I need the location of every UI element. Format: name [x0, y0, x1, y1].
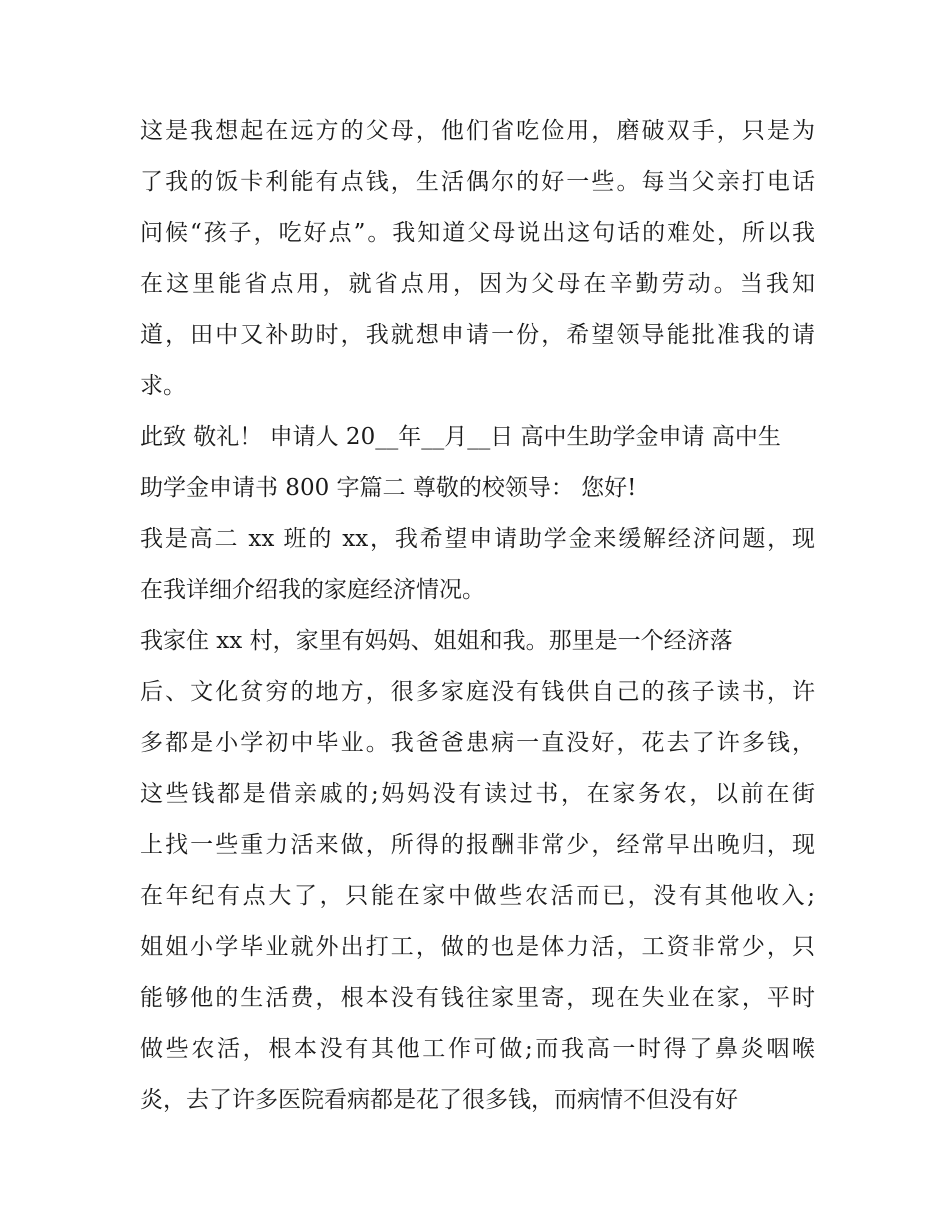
text-line: 后、文化贫穷的地方，很多家庭没有钱供自己的孩子读书，许 [140, 679, 815, 705]
text-line: 多都是小学初中毕业。我爸爸患病一直没好，花去了许多钱， [140, 730, 815, 756]
text-line: 姐姐小学毕业就外出打工，做的也是体力活，工资非常少，只 [140, 934, 815, 960]
text-line: 炎，去了许多医院看病都是花了很多钱，而病情不但没有好 [140, 1087, 738, 1113]
text-line: 道，田中又补助时，我就想申请一份，希望领导能批准我的请 [140, 322, 815, 348]
text-line: 在我详细介绍我的家庭经济情况。 [140, 577, 485, 603]
text-line: 做些农活，根本没有其他工作可做;而我高一时得了鼻炎咽喉 [140, 1036, 815, 1062]
text-line: 这是我想起在远方的父母，他们省吃俭用，磨破双手，只是为 [140, 118, 815, 144]
text-line: 我是高二 xx 班的 xx，我希望申请助学金来缓解经济问题，现 [140, 526, 815, 552]
text-line: 在这里能省点用，就省点用，因为父母在辛勤劳动。当我知 [140, 271, 815, 297]
text-line: 此致 敬礼！ 申请人 20__年__月__日 高中生助学金申请 高中生 [140, 424, 781, 450]
text-line: 问候“孩子，吃好点”。我知道父母说出这句话的难处，所以我 [140, 220, 815, 246]
text-line: 在年纪有点大了，只能在家中做些农活而已，没有其他收入; [140, 883, 815, 909]
text-line: 能够他的生活费，根本没有钱往家里寄，现在失业在家，平时 [140, 985, 815, 1011]
text-line: 助学金申请书 800 字篇二 尊敬的校领导： 您好! [140, 475, 637, 501]
text-line: 了我的饭卡利能有点钱，生活偶尔的好一些。每当父亲打电话 [140, 169, 815, 195]
text-line: 我家住 xx 村，家里有妈妈、姐姐和我。那里是一个经济落 [140, 628, 733, 654]
text-line: 求。 [140, 373, 186, 399]
text-line: 上找一些重力活来做，所得的报酬非常少，经常早出晚归，现 [140, 832, 815, 858]
document-body [140, 106, 815, 1126]
text-line: 这些钱都是借亲戚的;妈妈没有读过书，在家务农，以前在街 [140, 781, 815, 807]
